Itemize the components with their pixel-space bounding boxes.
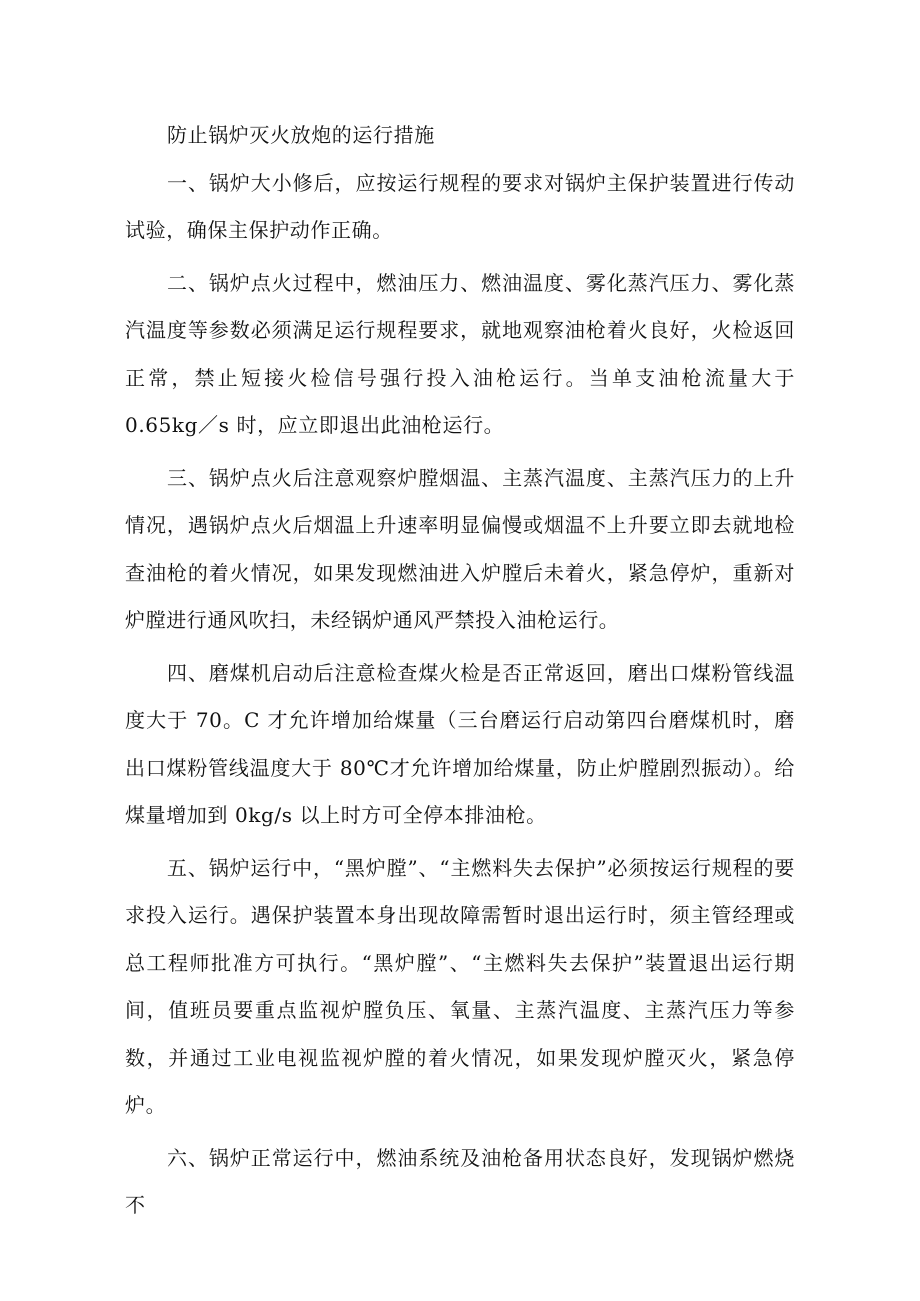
- paragraph-6: 六、锅炉正常运行中，燃油系统及油枪备用状态良好，发现锅炉燃烧不: [125, 1145, 795, 1217]
- document-title: 防止锅炉灭火放炮的运行措施: [167, 123, 435, 147]
- paragraph-2: 二、锅炉点火过程中，燃油压力、燃油温度、雾化蒸汽压力、雾化蒸汽温度等参数必须满足运行规程要求，就地观察油枪着火良好，火检返回正常，禁止短接火检信号强行投入油枪运行。当单支油枪流量大于 0.65kg／s 时，应立即退出此油枪运行。: [125, 270, 795, 437]
- paragraph-3: 三、锅炉点火后注意观察炉膛烟温、主蒸汽温度、主蒸汽压力的上升情况，遇锅炉点火后烟温上升速率明显偏慢或烟温不上升要立即去就地检查油枪的着火情况，如果发现燃油进入炉膛后未着火，紧急停炉，重新对炉膛进行通风吹扫，未经锅炉通风严禁投入油枪运行。: [125, 465, 795, 632]
- document-body: [125, 112, 795, 1235]
- paragraph-5: 五、锅炉运行中，“黑炉膛”、“主燃料失去保护”必须按运行规程的要求投入运行。遇保护装置本身出现故障需暂时退出运行时，须主管经理或总工程师批准方可执行。“黑炉膛”、“主燃料失去保护”装置退出运行期间，值班员要重点监视炉膛负压、氧量、主蒸汽温度、主蒸汽压力等参数，并通过工业电视监视炉膛的着火情况，如果发现炉膛灭火，紧急停炉。: [125, 855, 795, 1117]
- paragraph-1: 一、锅炉大小修后，应按运行规程的要求对锅炉主保护装置进行传动试验，确保主保护动作正确。: [125, 170, 795, 242]
- paragraph-4: 四、磨煤机启动后注意检查煤火检是否正常返回，磨出口煤粉管线温度大于 70。C 才允许增加给煤量（三台磨运行启动第四台磨煤机时，磨出口煤粉管线温度大于 80℃才允许增加给煤量，防止炉膛剧烈振动）。给煤量增加到 0kg/s 以上时方可全停本排油枪。: [125, 660, 795, 827]
